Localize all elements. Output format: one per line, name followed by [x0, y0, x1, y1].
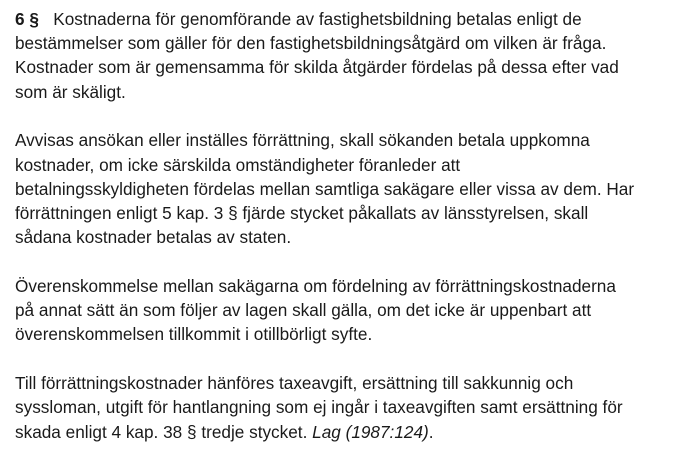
amendment-reference: Lag (1987:124): [312, 421, 429, 442]
line-text: Kostnaderna för genomförande av fastighetsbildning betalas enligt de: [53, 9, 582, 29]
paragraph-line: syssloman, utgift för hantlangning som ej ingår i taxeavgiften samt ersättning för: [15, 397, 623, 418]
amendment-period: .: [428, 421, 434, 442]
paragraph-line: förrättningen enligt 5 kap. 3 § fjärde stycket påkallats av länsstyrelsen, skall: [15, 203, 589, 224]
paragraph-line: bestämmelser som gäller för den fastighetsbildningsåtgärd om vilken är fråga.: [15, 33, 607, 54]
paragraph-3: [15, 274, 695, 347]
paragraph-line: [15, 7, 695, 31]
paragraph-line: sådana kostnader betalas av staten.: [15, 227, 292, 248]
paragraph-line: på annat sätt än som följer av lagen skall gälla, om det icke är uppenbart att: [15, 300, 592, 321]
paragraph-line: [15, 420, 695, 444]
paragraph-line: betalningsskyldigheten fördelas mellan samtliga sakägare eller vissa av dem. Har: [15, 178, 635, 199]
paragraph-2: [15, 128, 695, 249]
paragraph-line: Överenskommelse mellan sakägarna om fördelning av förrättningskostnaderna: [15, 276, 616, 297]
paragraph-line: Till förrättningskostnader hänföres taxeavgift, ersättning till sakkunnig och: [15, 373, 574, 394]
paragraph-line: Avvisas ansökan eller inställes förrättning, skall sökanden betala uppkomna: [15, 130, 590, 151]
line-text: skada enligt 4 kap. 38 § tredje stycket.: [15, 421, 308, 442]
law-section: [15, 7, 695, 468]
paragraph-1: [15, 7, 695, 104]
paragraph-line: överenskommelsen tillkommit i otillbörligt syfte.: [15, 324, 373, 345]
paragraph-line: kostnader, om icke särskilda omständigheter föranleder att: [15, 154, 461, 175]
section-number: 6 §: [15, 9, 39, 29]
paragraph-4: [15, 371, 695, 444]
paragraph-line: som är skäligt.: [15, 81, 126, 102]
paragraph-line: Kostnader som är gemensamma för skilda åtgärder fördelas på dessa efter vad: [15, 57, 619, 78]
